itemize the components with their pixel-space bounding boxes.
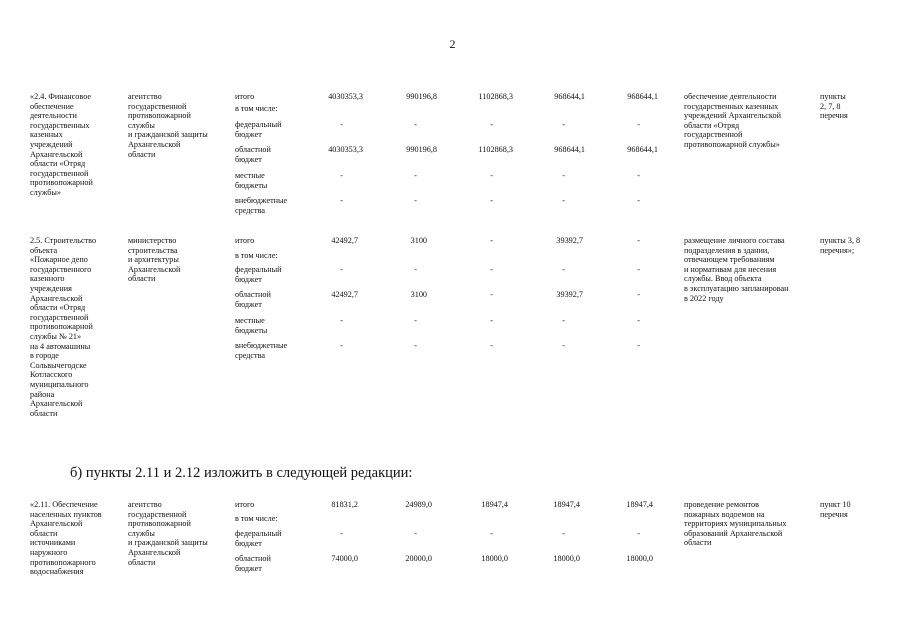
- value-cell: -: [562, 171, 565, 180]
- row-result: проведение ремонтов пожарных водоемов на территориях муниципальных образований Архангельской области: [684, 500, 787, 548]
- value-cell: 39392,7: [556, 236, 583, 245]
- value-cell: -: [340, 265, 343, 274]
- source-offbudget: внебюджетные средства: [235, 196, 288, 215]
- value-cell: -: [490, 236, 493, 245]
- source-total: итого: [235, 92, 255, 101]
- value-cell: -: [637, 120, 640, 129]
- value-cell: -: [562, 265, 565, 274]
- value-cell: -: [490, 341, 493, 350]
- value-cell: 20000,0: [405, 554, 432, 563]
- value-cell: 18000,0: [626, 554, 653, 563]
- value-cell: -: [414, 341, 417, 350]
- value-cell: 1102868,3: [478, 92, 513, 101]
- value-cell: 968644,1: [554, 92, 585, 101]
- value-cell: -: [340, 341, 343, 350]
- source-including: в том числе:: [235, 251, 278, 260]
- value-cell: -: [490, 196, 493, 205]
- source-federal: федеральный бюджет: [235, 120, 282, 139]
- value-cell: -: [637, 529, 640, 538]
- value-cell: 1102868,3: [478, 145, 513, 154]
- row-executor: министерство строительства и архитектуры Архангельской области: [128, 236, 181, 284]
- value-cell: -: [562, 529, 565, 538]
- value-cell: -: [340, 120, 343, 129]
- row-executor: агентство государственной противопожарной службы и гражданской защиты Архангельской области: [128, 92, 208, 159]
- value-cell: -: [562, 316, 565, 325]
- row-name: «2.11. Обеспечение населенных пунктов Архангельской области источниками наружного противопожарного водоснабжения: [30, 500, 102, 577]
- source-regional: областной бюджет: [235, 145, 271, 164]
- value-cell: -: [490, 120, 493, 129]
- row-executor: агентство государственной противопожарной службы и гражданской защиты Архангельской области: [128, 500, 208, 567]
- value-cell: -: [414, 120, 417, 129]
- value-cell: 42492,7: [331, 236, 358, 245]
- row-reference: пункты 2, 7, 8 перечня: [820, 92, 848, 121]
- source-offbudget: внебюджетные средства: [235, 341, 288, 360]
- value-cell: -: [490, 290, 493, 299]
- value-cell: 18947,4: [626, 500, 653, 509]
- value-cell: -: [490, 265, 493, 274]
- value-cell: 990196,8: [406, 92, 437, 101]
- value-cell: 4030353,3: [328, 145, 363, 154]
- value-cell: -: [562, 120, 565, 129]
- row-result: обеспечение деятельности государственных казенных учреждений Архангельской области «Отряд государственной противопожарной службы»: [684, 92, 781, 149]
- value-cell: 18947,4: [481, 500, 508, 509]
- row-name: «2.4. Финансовое обеспечение деятельности государственных казенных учреждений Архангельской области «Отряд государственной противопожарной службы»: [30, 92, 93, 197]
- source-federal: федеральный бюджет: [235, 529, 282, 548]
- row-name: 2.5. Строительство объекта «Пожарное депо государственного казенного учреждения Архангельской области «Отряд государственной противопожарной службы № 21» на 4 автомашины в городе Сольвычегодске Котласского муниципального района Архангельской области: [30, 236, 97, 418]
- row-result: размещение личного состава подразделения в здании, отвечающем требованиям и нормативам для несения службы. Ввод объекта в эксплуатацию запланирован в 2022 году: [684, 236, 789, 303]
- value-cell: 4030353,3: [328, 92, 363, 101]
- value-cell: 42492,7: [331, 290, 358, 299]
- value-cell: 968644,1: [554, 145, 585, 154]
- value-cell: -: [414, 171, 417, 180]
- value-cell: -: [490, 171, 493, 180]
- value-cell: 74000,0: [331, 554, 358, 563]
- value-cell: 18947,4: [553, 500, 580, 509]
- value-cell: -: [562, 196, 565, 205]
- value-cell: -: [637, 341, 640, 350]
- value-cell: 990196,8: [406, 145, 437, 154]
- value-cell: 39392,7: [556, 290, 583, 299]
- row-reference: пункт 10 перечня: [820, 500, 851, 519]
- value-cell: -: [414, 196, 417, 205]
- value-cell: -: [340, 316, 343, 325]
- value-cell: 3100: [410, 236, 427, 245]
- value-cell: -: [637, 290, 640, 299]
- value-cell: -: [340, 171, 343, 180]
- source-local: местные бюджеты: [235, 171, 268, 190]
- source-regional: областной бюджет: [235, 290, 271, 309]
- value-cell: -: [414, 316, 417, 325]
- value-cell: 968644,1: [627, 145, 658, 154]
- value-cell: 18000,0: [553, 554, 580, 563]
- value-cell: 81831,2: [331, 500, 358, 509]
- value-cell: -: [637, 265, 640, 274]
- section-b-heading: б) пункты 2.11 и 2.12 изложить в следующей редакции:: [70, 465, 413, 481]
- source-including: в том числе:: [235, 104, 278, 113]
- row-reference: пункты 3, 8 перечня»;: [820, 236, 861, 255]
- source-total: итого: [235, 500, 255, 509]
- value-cell: 968644,1: [627, 92, 658, 101]
- source-local: местные бюджеты: [235, 316, 268, 335]
- value-cell: -: [637, 171, 640, 180]
- source-total: итого: [235, 236, 255, 245]
- value-cell: -: [490, 529, 493, 538]
- value-cell: 3100: [410, 290, 427, 299]
- value-cell: 24989,0: [405, 500, 432, 509]
- value-cell: -: [340, 196, 343, 205]
- value-cell: -: [340, 529, 343, 538]
- value-cell: -: [637, 196, 640, 205]
- value-cell: -: [637, 316, 640, 325]
- value-cell: 18000,0: [481, 554, 508, 563]
- value-cell: -: [562, 341, 565, 350]
- source-regional: областной бюджет: [235, 554, 271, 573]
- source-federal: федеральный бюджет: [235, 265, 282, 284]
- value-cell: -: [414, 265, 417, 274]
- page-number: 2: [449, 37, 456, 51]
- value-cell: -: [490, 316, 493, 325]
- source-including: в том числе:: [235, 514, 278, 523]
- value-cell: -: [414, 529, 417, 538]
- value-cell: -: [637, 236, 640, 245]
